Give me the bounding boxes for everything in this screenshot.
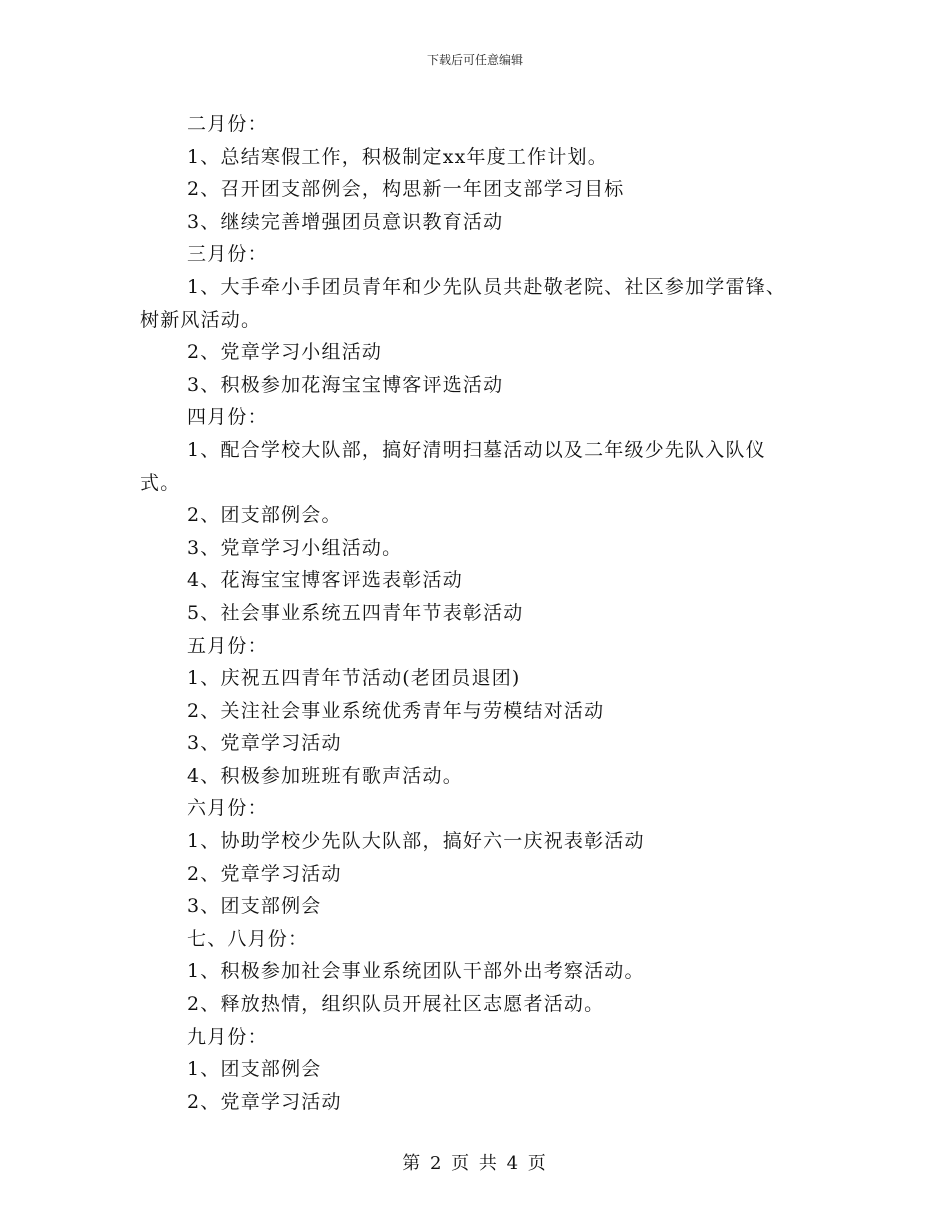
list-item: 3、团支部例会 xyxy=(187,895,322,918)
section-heading: 五月份： xyxy=(187,634,268,657)
document-body xyxy=(140,108,830,1118)
list-item: 4、花海宝宝博客评选表彰活动 xyxy=(187,569,463,592)
list-item: 2、召开团支部例会，构思新一年团支部学习目标 xyxy=(187,178,625,201)
list-item: 1、庆祝五四青年节活动(老团员退团) xyxy=(187,667,521,690)
list-item-continuation: 树新风活动。 xyxy=(140,308,262,331)
list-item: 2、关注社会事业系统优秀青年与劳模结对活动 xyxy=(187,699,605,722)
list-item: 2、党章学习小组活动 xyxy=(187,341,383,364)
section-heading: 二月份： xyxy=(187,113,268,135)
list-item: 2、党章学习活动 xyxy=(187,1090,342,1113)
list-item: 1、协助学校少先队大队部，搞好六一庆祝表彰活动 xyxy=(187,830,645,853)
section-heading: 三月份： xyxy=(187,243,268,266)
list-item: 3、党章学习小组活动。 xyxy=(187,536,403,559)
list-item: 2、团支部例会。 xyxy=(187,504,342,527)
list-item: 3、党章学习活动 xyxy=(187,732,342,755)
list-item: 3、积极参加花海宝宝博客评选活动 xyxy=(187,373,504,396)
page-header: 下载后可任意编辑 xyxy=(426,53,523,67)
list-item: 5、社会事业系统五四青年节表彰活动 xyxy=(187,601,524,624)
list-item: 3、继续完善增强团员意识教育活动 xyxy=(187,210,504,233)
page-number-footer: 第 2 页 共 4 页 xyxy=(402,1153,548,1174)
list-item-continuation: 式。 xyxy=(140,471,181,494)
section-heading: 六月份： xyxy=(187,797,268,820)
list-item: 1、配合学校大队部，搞好清明扫墓活动以及二年级少先队入队仪 xyxy=(187,438,766,461)
list-item: 2、党章学习活动 xyxy=(187,862,342,885)
list-item: 1、积极参加社会事业系统团队干部外出考察活动。 xyxy=(187,960,645,983)
list-item: 1、总结寒假工作，积极制定xx年度工作计划。 xyxy=(187,145,608,168)
list-item: 4、积极参加班班有歌声活动。 xyxy=(187,764,463,787)
list-item: 2、释放热情，组织队员开展社区志愿者活动。 xyxy=(187,993,605,1016)
section-heading: 九月份： xyxy=(187,1025,268,1048)
section-heading: 四月份： xyxy=(187,406,268,429)
list-item: 1、团支部例会 xyxy=(187,1058,322,1081)
list-item: 1、大手牵小手团员青年和少先队员共赴敬老院、社区参加学雷锋、 xyxy=(187,275,787,298)
section-heading: 七、八月份： xyxy=(187,927,309,950)
